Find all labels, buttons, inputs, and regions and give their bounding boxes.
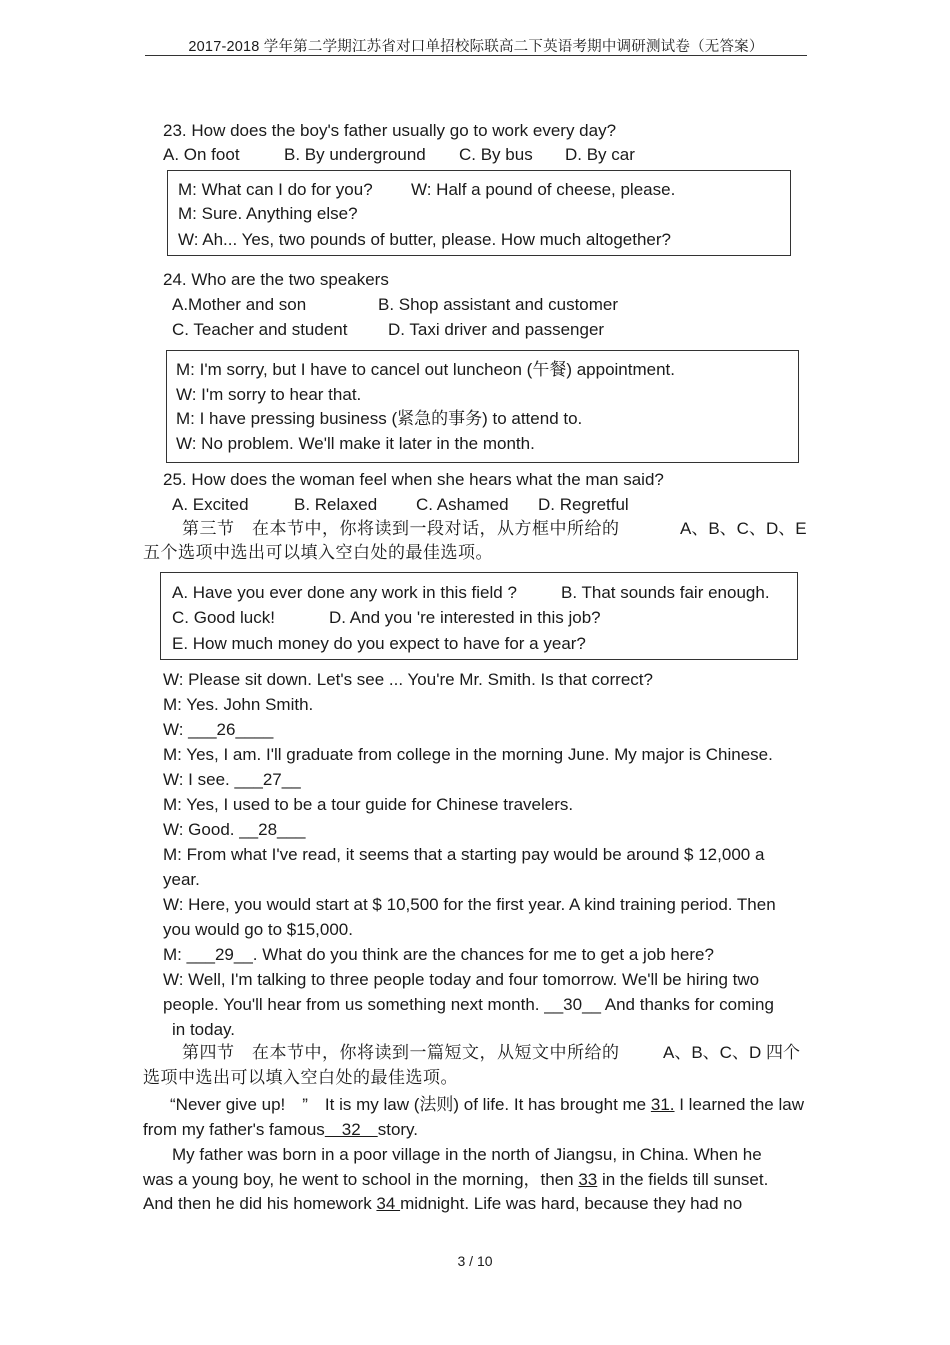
section3-instruction: 第三节 在本节中，你将读到一段对话，从方框中所给的 <box>182 519 620 538</box>
section4-instruction: 选项中选出可以填入空白处的最佳选项。 <box>143 1068 458 1087</box>
section4-instruction-options: A、B、C、D 四个 <box>663 1043 800 1062</box>
q25-question: 25. How does the woman feel when she hears what the man said? <box>163 470 664 489</box>
dialog24-line: M: Sure. Anything else? <box>178 204 358 223</box>
header-rule <box>145 55 807 56</box>
dialogue-line: W: Please sit down. Let's see ... You're Mr. Smith. Is that correct? <box>163 670 653 689</box>
dialogue-line: year. <box>163 870 200 889</box>
q23-option-a: A. On foot <box>163 145 240 164</box>
q24-option-d: D. Taxi driver and passenger <box>388 320 605 339</box>
passage-line <box>143 1120 418 1140</box>
q24-question: 24. Who are the two speakers <box>163 270 389 289</box>
passage-line <box>143 1170 768 1190</box>
dialogue-line: W: ___26____ <box>163 720 274 739</box>
choice-a: A. Have you ever done any work in this field ? <box>172 583 517 602</box>
passage-text: And then he did his homework <box>143 1194 377 1213</box>
choice-c: C. Good luck! <box>172 608 275 627</box>
passage-line <box>170 1095 804 1115</box>
dialog25-line: M: I have pressing business (紧急的事务) to attend to. <box>176 409 583 428</box>
dialogue-line: in today. <box>172 1020 236 1039</box>
dialog25-line: M: I'm sorry, but I have to cancel out luncheon (午餐) appointment. <box>176 360 675 379</box>
passage-text: in the fields till sunset. <box>597 1170 769 1189</box>
q25-option-b: B. Relaxed <box>294 495 378 514</box>
blank-32: 32 <box>324 1120 378 1139</box>
dialog24-line: W: Ah... Yes, two pounds of butter, please. How much altogether? <box>178 230 671 249</box>
dialogue-line: W: Well, I'm talking to three people today and four tomorrow. We'll be hiring two <box>163 970 760 989</box>
passage-text: from my father's famous <box>143 1120 325 1139</box>
dialogue-line: W: Good. __28___ <box>163 820 306 839</box>
q25-option-c: C. Ashamed <box>416 495 509 514</box>
q23-question: 23. How does the boy's father usually go to work every day? <box>163 121 617 140</box>
passage-line <box>143 1194 742 1214</box>
dialog24-line: M: What can I do for you? <box>178 180 373 199</box>
passage-text: story. <box>377 1120 419 1139</box>
passage-text: “Never give up! ” It is my law (法则) of life. It has brought me <box>170 1095 651 1114</box>
section3-instruction-options: A、B、C、D、E <box>680 519 807 538</box>
choice-b: B. That sounds fair enough. <box>561 583 770 602</box>
passage-text: was a young boy, he went to school in the morning，then <box>143 1170 579 1189</box>
page-header: 2017-2018 学年第二学期江苏省对口单招校际联高二下英语考期中调研测试卷（无答案） <box>188 39 764 55</box>
dialog24-line: W: Half a pound of cheese, please. <box>411 180 676 199</box>
dialogue-line: W: I see. ___27__ <box>163 770 301 789</box>
dialog25-line: W: I'm sorry to hear that. <box>176 385 362 404</box>
q23-option-d: D. By car <box>565 145 635 164</box>
passage-line: My father was born in a poor village in the north of Jiangsu, in China. When he <box>172 1145 762 1164</box>
dialogue-line: M: Yes, I used to be a tour guide for Chinese travelers. <box>163 795 574 814</box>
blank-33: 33 <box>578 1170 598 1189</box>
q23-option-b: B. By underground <box>284 145 426 164</box>
q24-option-a: A.Mother and son <box>172 295 307 314</box>
dialogue-line: you would go to $15,000. <box>163 920 353 939</box>
q24-option-b: B. Shop assistant and customer <box>378 295 619 314</box>
q23-option-c: C. By bus <box>459 145 533 164</box>
blank-31: 31. <box>650 1095 675 1114</box>
section4-instruction: 第四节 在本节中，你将读到一篇短文，从短文中所给的 <box>182 1043 620 1062</box>
q25-option-d: D. Regretful <box>538 495 629 514</box>
dialogue-line: people. You'll hear from us something next month. __30__ And thanks for coming <box>163 995 774 1014</box>
passage-text: I learned the law <box>674 1095 804 1114</box>
blank-34: 34 <box>376 1194 401 1213</box>
choice-e: E. How much money do you expect to have for a year? <box>172 634 586 653</box>
dialogue-line: W: Here, you would start at $ 10,500 for the first year. A kind training period. Then <box>163 895 776 914</box>
dialogue-line: M: Yes. John Smith. <box>163 695 314 714</box>
q24-option-c: C. Teacher and student <box>172 320 348 339</box>
dialogue-line: M: ___29__. What do you think are the chances for me to get a job here? <box>163 945 714 964</box>
passage-text: midnight. Life was hard, because they had no <box>400 1194 743 1213</box>
q25-option-a: A. Excited <box>172 495 249 514</box>
dialog25-line: W: No problem. We'll make it later in the month. <box>176 434 535 453</box>
choice-d: D. And you 're interested in this job? <box>329 608 601 627</box>
section3-instruction: 五个选项中选出可以填入空白处的最佳选项。 <box>143 543 493 562</box>
page-number: 3 / 10 <box>457 1253 493 1269</box>
dialogue-line: M: Yes, I am. I'll graduate from college in the morning June. My major is Chinese. <box>163 745 773 764</box>
dialogue-line: M: From what I've read, it seems that a starting pay would be around $ 12,000 a <box>163 845 765 864</box>
